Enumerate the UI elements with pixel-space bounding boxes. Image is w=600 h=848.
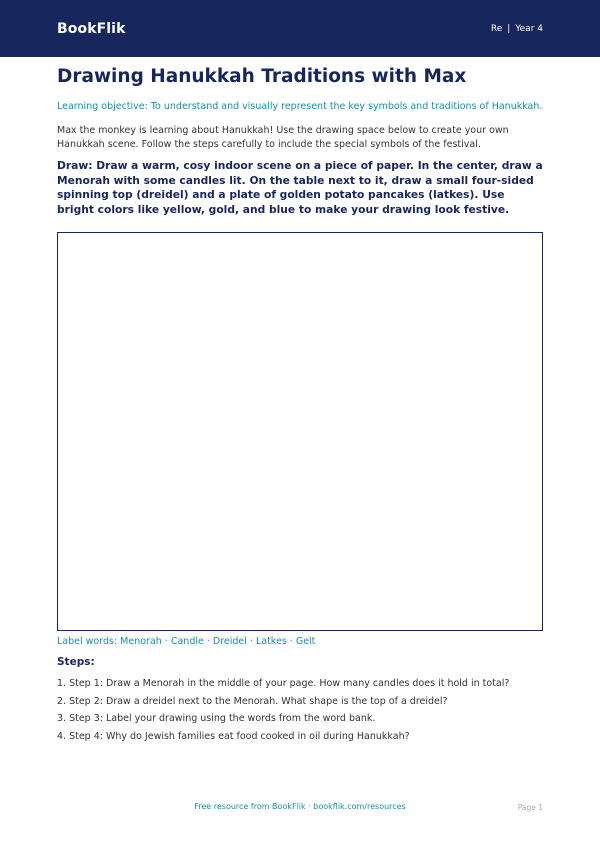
subject-label: Re bbox=[490, 23, 503, 34]
footer-resource-link[interactable]: Free resource from BookFlik · bookflik.com/resources bbox=[194, 802, 406, 811]
header-bar bbox=[0, 0, 600, 57]
word-bank: Label words: Menorah · Candle · Dreidel · Latkes · Gelt bbox=[57, 636, 316, 647]
draw-instruction: Draw: Draw a warm, cosy indoor scene on a piece of paper. In the center, draw a Menorah with some candles lit. On the table next to it, draw a small four-sided spinning top (dreidel) and a plate of golden potato pancakes (latkes). Use bright colors like yellow, gold, and blue to make your drawing look festive. bbox=[57, 159, 543, 216]
steps-list bbox=[57, 675, 547, 745]
step-item-3: 3. Step 3: Label your drawing using the words from the word bank. bbox=[57, 713, 376, 724]
drawing-area[interactable] bbox=[57, 232, 543, 631]
page-title: Drawing Hanukkah Traditions with Max bbox=[57, 66, 467, 87]
intro-paragraph: Max the monkey is learning about Hanukkah! Use the drawing space below to create your own Hanukkah scene. Follow the steps carefully to include the special symbols of the festival. bbox=[57, 125, 509, 150]
year-label: Year 4 bbox=[515, 23, 543, 34]
page-number: Page 1 bbox=[517, 803, 543, 812]
step-item-2: 2. Step 2: Draw a dreidel next to the Menorah. What shape is the top of a dreidel? bbox=[57, 695, 448, 707]
learning-objective: Learning objective: To understand and visually represent the key symbols and traditions of Hanukkah. bbox=[57, 101, 543, 112]
meta-separator: | bbox=[507, 23, 511, 34]
step-item-1: 1. Step 1: Draw a Menorah in the middle of your page. How many candles does it hold in total? bbox=[57, 678, 510, 689]
steps-heading: Steps: bbox=[57, 656, 95, 668]
header-meta bbox=[491, 24, 543, 34]
brand-logo-text[interactable]: BookFlik bbox=[57, 20, 126, 37]
step-item-4: 4. Step 4: Why do Jewish families eat food cooked in oil during Hanukkah? bbox=[57, 730, 410, 742]
